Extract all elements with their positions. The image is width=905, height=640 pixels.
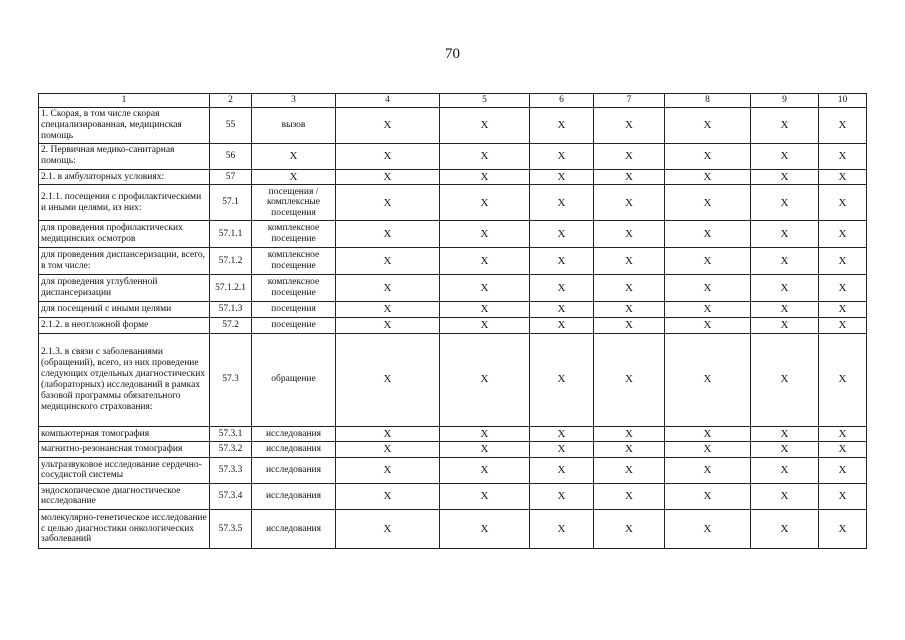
row-unit: комплексное посещение bbox=[252, 275, 336, 302]
x-mark-cell: X bbox=[440, 483, 530, 509]
column-header: 1 bbox=[39, 94, 210, 108]
row-unit: посещения / комплексные посещения bbox=[252, 185, 336, 221]
row-code: 57.3.5 bbox=[210, 509, 252, 548]
x-mark-cell: X bbox=[665, 302, 751, 318]
x-mark-cell: X bbox=[594, 169, 665, 185]
x-mark-cell: X bbox=[665, 483, 751, 509]
x-mark-cell: X bbox=[336, 169, 440, 185]
x-mark-cell: X bbox=[440, 275, 530, 302]
x-mark-cell: X bbox=[336, 221, 440, 248]
x-mark-cell: X bbox=[594, 221, 665, 248]
x-mark-cell: X bbox=[530, 442, 594, 458]
row-code: 57.1.1 bbox=[210, 221, 252, 248]
row-unit: исследования bbox=[252, 426, 336, 442]
x-mark-cell: X bbox=[819, 457, 867, 483]
x-mark-cell: X bbox=[819, 169, 867, 185]
table-row bbox=[39, 483, 867, 509]
x-mark-cell: X bbox=[665, 426, 751, 442]
x-mark-cell: X bbox=[819, 275, 867, 302]
table-row bbox=[39, 143, 867, 169]
x-mark-cell: X bbox=[594, 185, 665, 221]
x-mark-cell: X bbox=[440, 318, 530, 334]
x-mark-cell: X bbox=[530, 483, 594, 509]
x-mark-cell: X bbox=[751, 442, 819, 458]
x-mark-cell: X bbox=[530, 108, 594, 144]
x-mark-cell: X bbox=[751, 169, 819, 185]
x-mark-cell: X bbox=[751, 143, 819, 169]
table-row bbox=[39, 221, 867, 248]
x-mark-cell: X bbox=[665, 509, 751, 548]
x-mark-cell: X bbox=[751, 509, 819, 548]
row-unit: комплексное посещение bbox=[252, 248, 336, 275]
x-mark-cell: X bbox=[665, 442, 751, 458]
x-mark-cell: X bbox=[336, 185, 440, 221]
table-row bbox=[39, 509, 867, 548]
row-unit: X bbox=[252, 143, 336, 169]
row-name: ультразвуковое исследование сердечно-сосудистой системы bbox=[39, 457, 210, 483]
x-mark-cell: X bbox=[594, 108, 665, 144]
x-mark-cell: X bbox=[819, 483, 867, 509]
row-unit: исследования bbox=[252, 509, 336, 548]
x-mark-cell: X bbox=[751, 426, 819, 442]
x-mark-cell: X bbox=[440, 509, 530, 548]
x-mark-cell: X bbox=[440, 108, 530, 144]
column-header: 3 bbox=[252, 94, 336, 108]
row-unit: вызов bbox=[252, 108, 336, 144]
row-name: эндоскопическое диагностическое исследование bbox=[39, 483, 210, 509]
table-row bbox=[39, 302, 867, 318]
x-mark-cell: X bbox=[530, 302, 594, 318]
row-unit: обращение bbox=[252, 333, 336, 426]
x-mark-cell: X bbox=[530, 185, 594, 221]
row-code: 57.1 bbox=[210, 185, 252, 221]
table-row bbox=[39, 457, 867, 483]
page-number: 70 bbox=[445, 46, 460, 62]
x-mark-cell: X bbox=[594, 457, 665, 483]
x-mark-cell: X bbox=[819, 426, 867, 442]
column-header: 4 bbox=[336, 94, 440, 108]
x-mark-cell: X bbox=[530, 169, 594, 185]
x-mark-cell: X bbox=[751, 108, 819, 144]
x-mark-cell: X bbox=[594, 483, 665, 509]
row-name: для проведения диспансеризации, всего, в том числе: bbox=[39, 248, 210, 275]
x-mark-cell: X bbox=[336, 302, 440, 318]
x-mark-cell: X bbox=[336, 333, 440, 426]
row-name: 2.1.3. в связи с заболеваниями (обращений), всего, из них проведение следующих отдельных диагностических (лабораторных) исследований в рамках базовой программы обязательного медицинского страхования: bbox=[39, 333, 210, 426]
x-mark-cell: X bbox=[665, 108, 751, 144]
x-mark-cell: X bbox=[594, 426, 665, 442]
x-mark-cell: X bbox=[751, 333, 819, 426]
row-name: 2.1.2. в неотложной форме bbox=[39, 318, 210, 334]
x-mark-cell: X bbox=[751, 221, 819, 248]
x-mark-cell: X bbox=[336, 143, 440, 169]
x-mark-cell: X bbox=[530, 275, 594, 302]
x-mark-cell: X bbox=[594, 318, 665, 334]
row-name: 2. Первичная медико-санитарная помощь: bbox=[39, 143, 210, 169]
x-mark-cell: X bbox=[440, 333, 530, 426]
x-mark-cell: X bbox=[751, 302, 819, 318]
x-mark-cell: X bbox=[594, 143, 665, 169]
column-header: 10 bbox=[819, 94, 867, 108]
column-header: 8 bbox=[665, 94, 751, 108]
x-mark-cell: X bbox=[751, 248, 819, 275]
table-row bbox=[39, 426, 867, 442]
table-row bbox=[39, 169, 867, 185]
x-mark-cell: X bbox=[819, 302, 867, 318]
x-mark-cell: X bbox=[440, 302, 530, 318]
row-code: 57.3.4 bbox=[210, 483, 252, 509]
row-code: 56 bbox=[210, 143, 252, 169]
row-unit: исследования bbox=[252, 457, 336, 483]
x-mark-cell: X bbox=[819, 185, 867, 221]
x-mark-cell: X bbox=[336, 108, 440, 144]
column-header: 7 bbox=[594, 94, 665, 108]
x-mark-cell: X bbox=[440, 143, 530, 169]
row-name: для проведения профилактических медицинских осмотров bbox=[39, 221, 210, 248]
x-mark-cell: X bbox=[530, 248, 594, 275]
table-body bbox=[39, 94, 867, 549]
x-mark-cell: X bbox=[665, 248, 751, 275]
row-name: 2.1.1. посещения с профилактическими и иными целями, из них: bbox=[39, 185, 210, 221]
x-mark-cell: X bbox=[440, 185, 530, 221]
x-mark-cell: X bbox=[336, 318, 440, 334]
x-mark-cell: X bbox=[665, 185, 751, 221]
column-header: 9 bbox=[751, 94, 819, 108]
x-mark-cell: X bbox=[440, 442, 530, 458]
data-table bbox=[38, 93, 867, 549]
x-mark-cell: X bbox=[819, 333, 867, 426]
x-mark-cell: X bbox=[336, 509, 440, 548]
row-code: 57 bbox=[210, 169, 252, 185]
x-mark-cell: X bbox=[530, 333, 594, 426]
x-mark-cell: X bbox=[819, 248, 867, 275]
row-code: 57.1.3 bbox=[210, 302, 252, 318]
row-name: компьютерная томография bbox=[39, 426, 210, 442]
row-code: 57.3.1 bbox=[210, 426, 252, 442]
row-code: 55 bbox=[210, 108, 252, 144]
x-mark-cell: X bbox=[336, 442, 440, 458]
x-mark-cell: X bbox=[530, 143, 594, 169]
x-mark-cell: X bbox=[665, 318, 751, 334]
x-mark-cell: X bbox=[665, 143, 751, 169]
x-mark-cell: X bbox=[665, 169, 751, 185]
column-header: 6 bbox=[530, 94, 594, 108]
x-mark-cell: X bbox=[819, 221, 867, 248]
row-name: для посещений с иными целями bbox=[39, 302, 210, 318]
x-mark-cell: X bbox=[594, 333, 665, 426]
table-row bbox=[39, 185, 867, 221]
x-mark-cell: X bbox=[819, 509, 867, 548]
row-name: 1. Скорая, в том числе скорая специализированная, медицинская помощь bbox=[39, 108, 210, 144]
x-mark-cell: X bbox=[594, 248, 665, 275]
table-row bbox=[39, 442, 867, 458]
x-mark-cell: X bbox=[665, 333, 751, 426]
x-mark-cell: X bbox=[530, 221, 594, 248]
table-row bbox=[39, 318, 867, 334]
x-mark-cell: X bbox=[751, 483, 819, 509]
x-mark-cell: X bbox=[530, 426, 594, 442]
x-mark-cell: X bbox=[336, 275, 440, 302]
row-unit: исследования bbox=[252, 442, 336, 458]
x-mark-cell: X bbox=[440, 169, 530, 185]
x-mark-cell: X bbox=[665, 221, 751, 248]
column-header: 5 bbox=[440, 94, 530, 108]
x-mark-cell: X bbox=[751, 457, 819, 483]
column-header: 2 bbox=[210, 94, 252, 108]
x-mark-cell: X bbox=[530, 457, 594, 483]
row-name: 2.1. в амбулаторных условиях: bbox=[39, 169, 210, 185]
x-mark-cell: X bbox=[751, 275, 819, 302]
x-mark-cell: X bbox=[440, 457, 530, 483]
x-mark-cell: X bbox=[336, 248, 440, 275]
row-name: для проведения углубленной диспансеризации bbox=[39, 275, 210, 302]
row-code: 57.2 bbox=[210, 318, 252, 334]
row-unit: посещения bbox=[252, 302, 336, 318]
x-mark-cell: X bbox=[594, 442, 665, 458]
x-mark-cell: X bbox=[440, 248, 530, 275]
x-mark-cell: X bbox=[530, 318, 594, 334]
row-unit: посещение bbox=[252, 318, 336, 334]
x-mark-cell: X bbox=[594, 509, 665, 548]
x-mark-cell: X bbox=[440, 221, 530, 248]
row-code: 57.3.3 bbox=[210, 457, 252, 483]
x-mark-cell: X bbox=[819, 442, 867, 458]
x-mark-cell: X bbox=[336, 483, 440, 509]
x-mark-cell: X bbox=[594, 275, 665, 302]
x-mark-cell: X bbox=[336, 457, 440, 483]
row-unit: исследования bbox=[252, 483, 336, 509]
x-mark-cell: X bbox=[530, 509, 594, 548]
row-code: 57.1.2.1 bbox=[210, 275, 252, 302]
header-row bbox=[39, 94, 867, 108]
row-unit: X bbox=[252, 169, 336, 185]
table-row bbox=[39, 275, 867, 302]
x-mark-cell: X bbox=[751, 185, 819, 221]
x-mark-cell: X bbox=[751, 318, 819, 334]
x-mark-cell: X bbox=[819, 108, 867, 144]
x-mark-cell: X bbox=[665, 275, 751, 302]
x-mark-cell: X bbox=[665, 457, 751, 483]
table-row bbox=[39, 108, 867, 144]
table-row bbox=[39, 248, 867, 275]
table-row bbox=[39, 333, 867, 426]
x-mark-cell: X bbox=[594, 302, 665, 318]
x-mark-cell: X bbox=[819, 318, 867, 334]
row-name: молекулярно-генетическое исследование с целью диагностики онкологических заболеваний bbox=[39, 509, 210, 548]
x-mark-cell: X bbox=[819, 143, 867, 169]
row-unit: комплексное посещение bbox=[252, 221, 336, 248]
row-code: 57.3 bbox=[210, 333, 252, 426]
row-name: магнитно-резонансная томография bbox=[39, 442, 210, 458]
row-code: 57.3.2 bbox=[210, 442, 252, 458]
x-mark-cell: X bbox=[440, 426, 530, 442]
x-mark-cell: X bbox=[336, 426, 440, 442]
row-code: 57.1.2 bbox=[210, 248, 252, 275]
